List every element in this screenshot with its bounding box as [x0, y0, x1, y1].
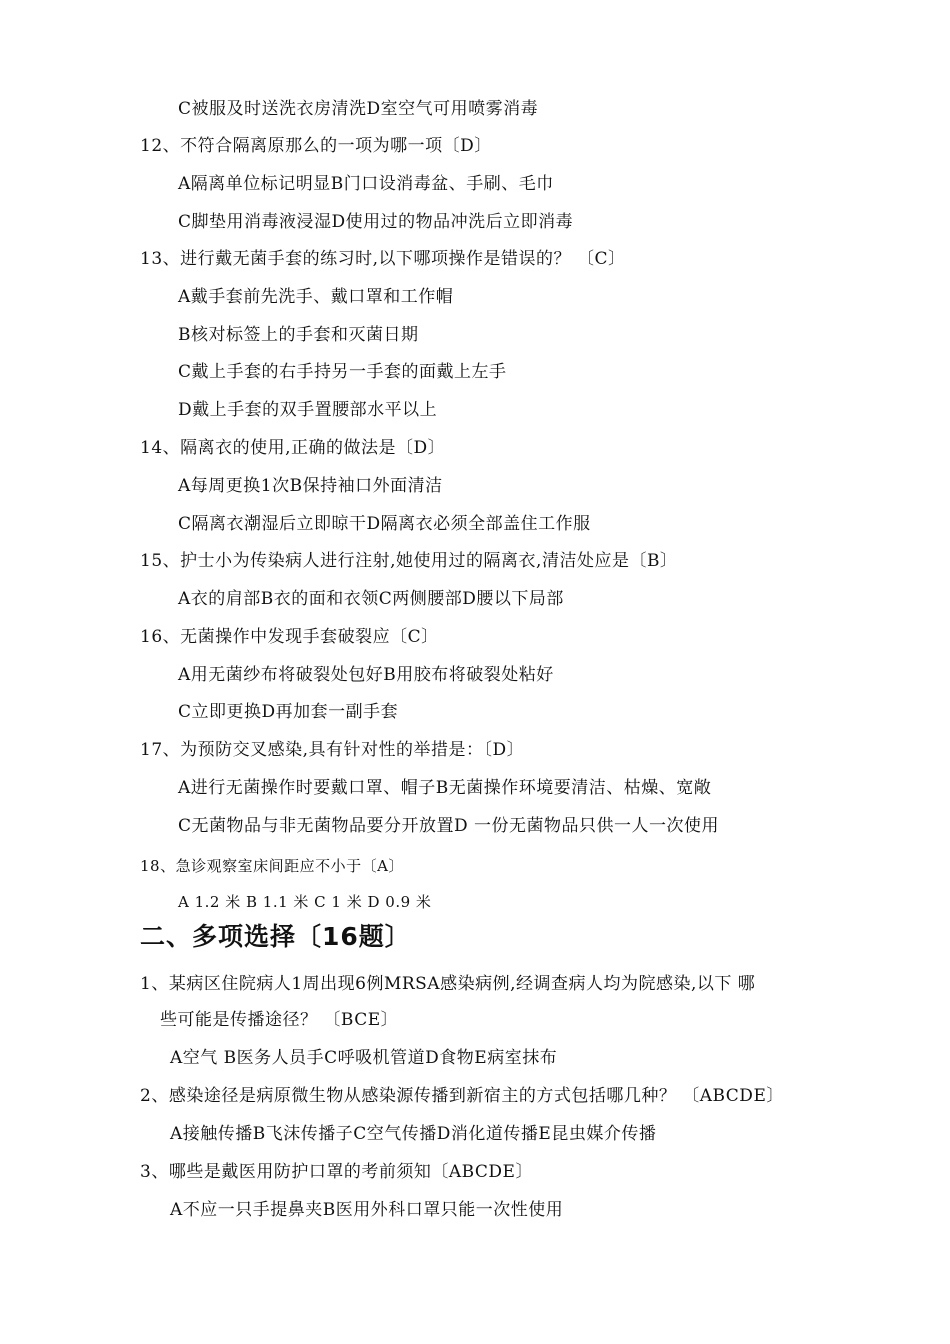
- q18-options: A 1.2 米 B 1.1 米 C 1 米 D 0.9 米: [178, 893, 432, 911]
- mq1-question-line1: 1、某病区住院病人1周出现6例MRSA感染病例,经调查病人均为院感染,以下 哪: [140, 974, 756, 994]
- q13-option-b: B核对标签上的手套和灭菌日期: [178, 325, 419, 345]
- q13-question: 13、进行戴无菌手套的练习时,以下哪项操作是错误的？ 〔C〕: [140, 249, 626, 269]
- mq2-question: 2、感染途径是病原微生物从感染源传播到新宿主的方式包括哪几种？ 〔ABCDE〕: [140, 1086, 784, 1106]
- mq1-question-line2: 些可能是传播途径？ 〔BCE〕: [160, 1010, 399, 1030]
- q17-question: 17、为预防交叉感染,具有针对性的举措是：〔D〕: [140, 740, 525, 760]
- q16-question: 16、无菌操作中发现手套破裂应〔C〕: [140, 627, 439, 647]
- q13-option-a: A戴手套前先洗手、戴口罩和工作帽: [178, 287, 454, 307]
- q15-question: 15、护士小为传染病人进行注射,她使用过的隔离衣,清洁处应是〔B〕: [140, 551, 678, 571]
- q13-option-d: D戴上手套的双手置腰部水平以上: [178, 400, 438, 420]
- q17-options-ab: A进行无菌操作时要戴口罩、帽子B无菌操作环境要清洁、枯燥、宽敞: [178, 778, 712, 798]
- q13-option-c: C戴上手套的右手持另一手套的面戴上左手: [178, 362, 507, 382]
- mq3-options: A不应一只手提鼻夹B医用外科口罩只能一次性使用: [170, 1200, 564, 1220]
- q16-options-cd: C立即更换D再加套一副手套: [178, 702, 399, 722]
- q12-options-ab: A隔离单位标记明显B门口设消毒盆、手刷、毛巾: [178, 174, 554, 194]
- mq2-options: A接触传播B飞沫传播子C空气传播D消化道传播E昆虫媒介传播: [170, 1124, 657, 1144]
- q11-options-cd: C被服及时送洗衣房清洗D室空气可用喷雾消毒: [178, 99, 539, 119]
- mq3-question: 3、哪些是戴医用防护口罩的考前须知〔ABCDE〕: [140, 1162, 533, 1182]
- q15-options: A衣的肩部B衣的面和衣领C两侧腰部D腰以下局部: [178, 589, 564, 609]
- q14-options-cd: C隔离衣潮湿后立即晾干D隔离衣必须全部盖住工作服: [178, 514, 591, 534]
- mq1-options: A空气 B医务人员手C呼吸机管道D食物E病室抹布: [170, 1048, 558, 1068]
- q14-question: 14、隔离衣的使用,正确的做法是〔D〕: [140, 438, 446, 458]
- q12-options-cd: C脚垫用消毒液浸湿D使用过的物品冲洗后立即消毒: [178, 212, 574, 232]
- q16-options-ab: A用无菌纱布将破裂处包好B用胶布将破裂处粘好: [178, 665, 554, 685]
- section-heading: 二、多项选择〔16题〕: [140, 922, 411, 951]
- q14-options-ab: A每周更换1次B保持袖口外面清洁: [178, 476, 443, 496]
- q17-options-cd: C无菌物品与非无菌物品要分开放置D 一份无菌物品只供一人一次使用: [178, 816, 720, 836]
- q12-question: 12、不符合隔离原那么的一项为哪一项〔D〕: [140, 136, 492, 156]
- q18-question: 18、急诊观察室床间距应不小于〔A〕: [140, 857, 404, 875]
